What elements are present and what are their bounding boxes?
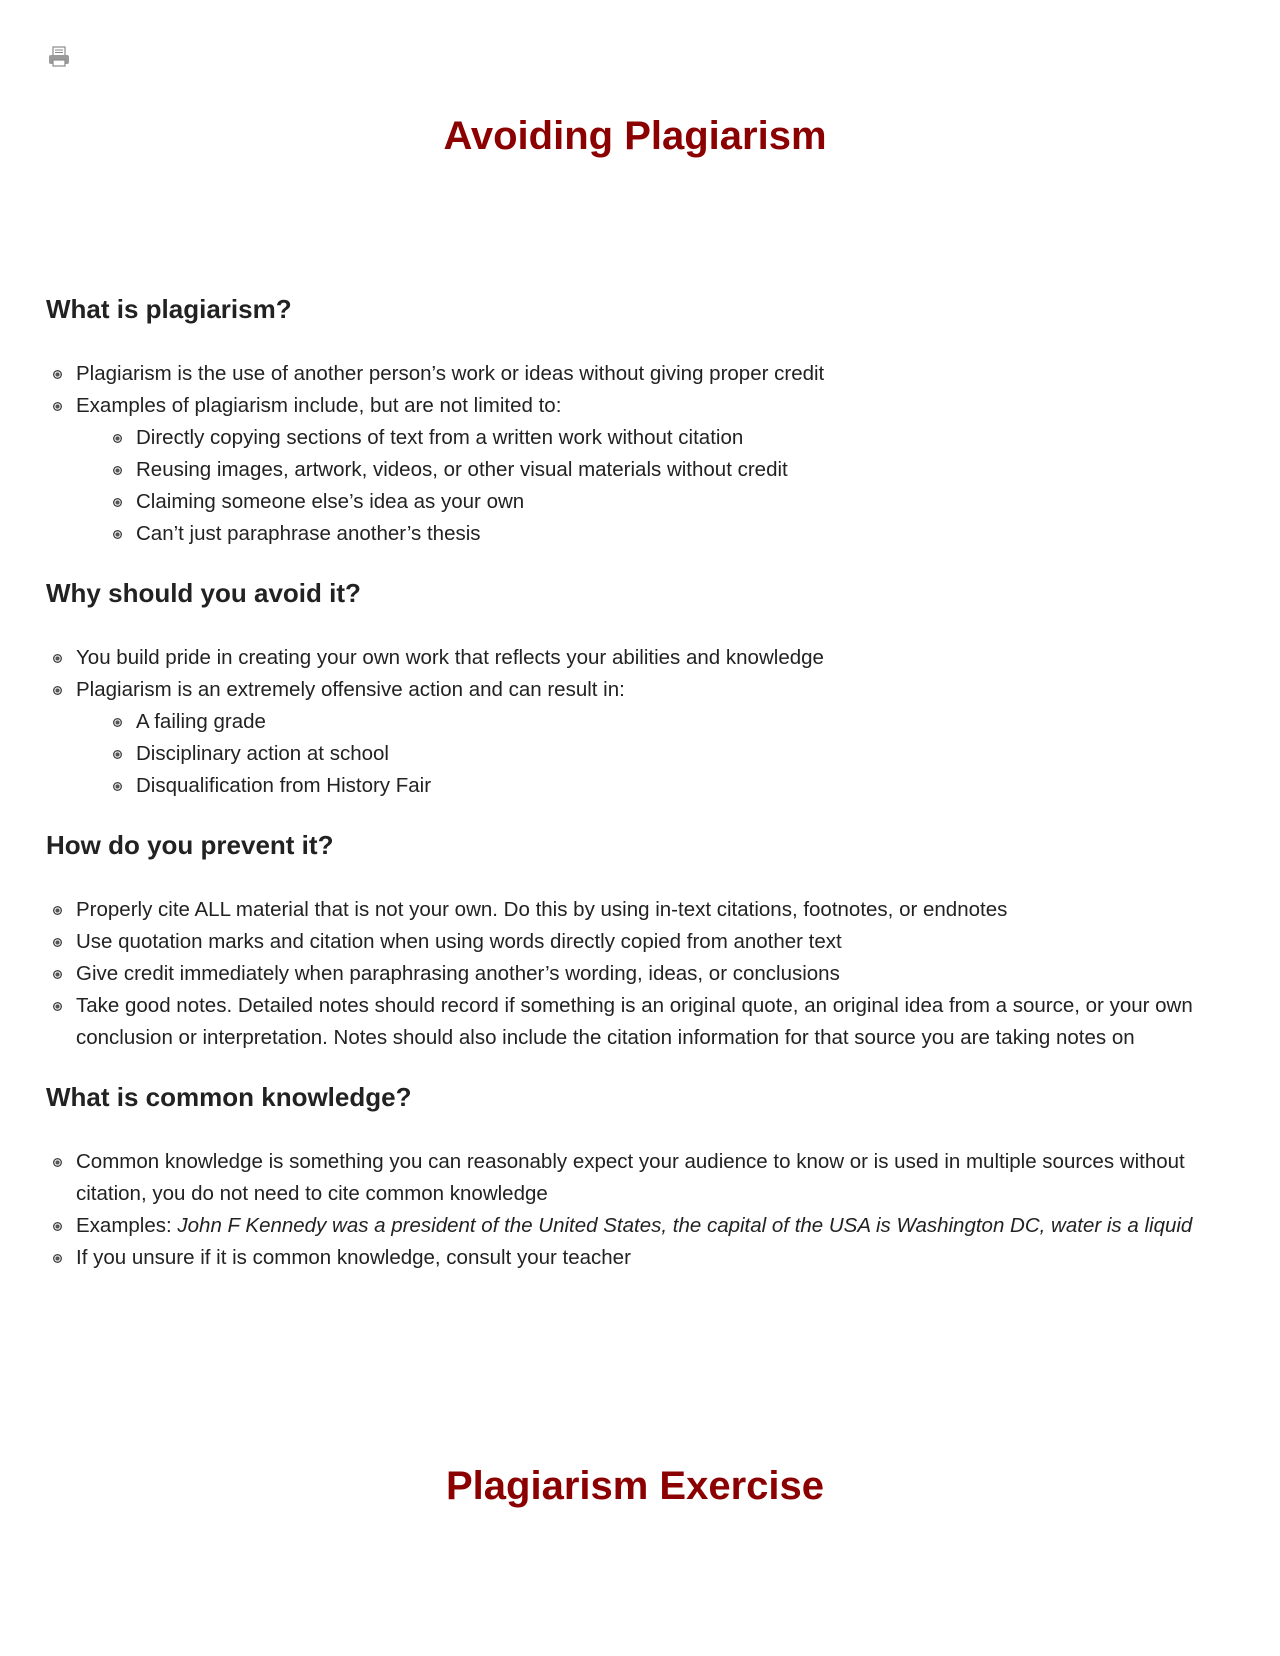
- bullet-list: [46, 894, 1196, 1054]
- list-item: If you unsure if it is common knowledge, consult your teacher: [46, 1242, 1196, 1274]
- sub-list-item: Claiming someone else’s idea as your own: [106, 486, 1196, 518]
- section-heading: How do you prevent it?: [46, 830, 334, 860]
- section-how-prevent: [46, 828, 1196, 1054]
- list-item: You build pride in creating your own work that reflects your abilities and knowledge: [46, 642, 1196, 674]
- sub-list-item: Can’t just paraphrase another’s thesis: [106, 518, 1196, 550]
- list-item: [46, 1210, 1196, 1242]
- section-what-is-plagiarism: [46, 292, 1196, 550]
- list-item: Properly cite ALL material that is not your own. Do this by using in-text citations, footnotes, or endnotes: [46, 894, 1196, 926]
- sub-bullet-list: [76, 706, 1196, 802]
- list-item: Plagiarism is the use of another person’s work or ideas without giving proper credit: [46, 358, 1196, 390]
- list-item: [46, 390, 1196, 550]
- list-item: [46, 674, 1196, 802]
- sub-list-item: Disciplinary action at school: [106, 738, 1196, 770]
- exercise-title: Plagiarism Exercise: [445, 1464, 825, 1508]
- sub-list-item: Disqualification from History Fair: [106, 770, 1196, 802]
- section-common-knowledge: [46, 1080, 1196, 1274]
- sub-list-item: A failing grade: [106, 706, 1196, 738]
- printer-icon[interactable]: [48, 46, 70, 68]
- main-content: [46, 292, 1196, 1300]
- sub-list-item: Directly copying sections of text from a written work without citation: [106, 422, 1196, 454]
- section-heading: What is common knowledge?: [46, 1082, 412, 1112]
- list-item: Give credit immediately when paraphrasing another’s wording, ideas, or conclusions: [46, 958, 1196, 990]
- page-title: Avoiding Plagiarism: [443, 114, 827, 158]
- list-item-text: Examples of plagiarism include, but are not limited to:: [76, 394, 562, 417]
- examples-text: John F Kennedy was a president of the United States, the capital of the USA is Washington DC, water is a liquid: [177, 1214, 1193, 1237]
- sub-bullet-list: [76, 422, 1196, 550]
- list-item: Take good notes. Detailed notes should record if something is an original quote, an original idea from a source, or your own conclusion or interpretation. Notes should also include the citation information for that source you are taking notes on: [46, 990, 1196, 1054]
- list-item-text: Plagiarism is an extremely offensive action and can result in:: [76, 678, 625, 701]
- examples-label: Examples:: [76, 1214, 178, 1237]
- section-heading: Why should you avoid it?: [46, 578, 361, 608]
- list-item: Use quotation marks and citation when using words directly copied from another text: [46, 926, 1196, 958]
- sub-list-item: Reusing images, artwork, videos, or other visual materials without credit: [106, 454, 1196, 486]
- section-heading: What is plagiarism?: [46, 294, 292, 324]
- bullet-list: [46, 642, 1196, 802]
- bullet-list: [46, 358, 1196, 550]
- printer-icon-graphic: [48, 46, 70, 68]
- bullet-list: [46, 1146, 1196, 1274]
- section-why-avoid: [46, 576, 1196, 802]
- list-item: Common knowledge is something you can reasonably expect your audience to know or is used in multiple sources without citation, you do not need to cite common knowledge: [46, 1146, 1196, 1210]
